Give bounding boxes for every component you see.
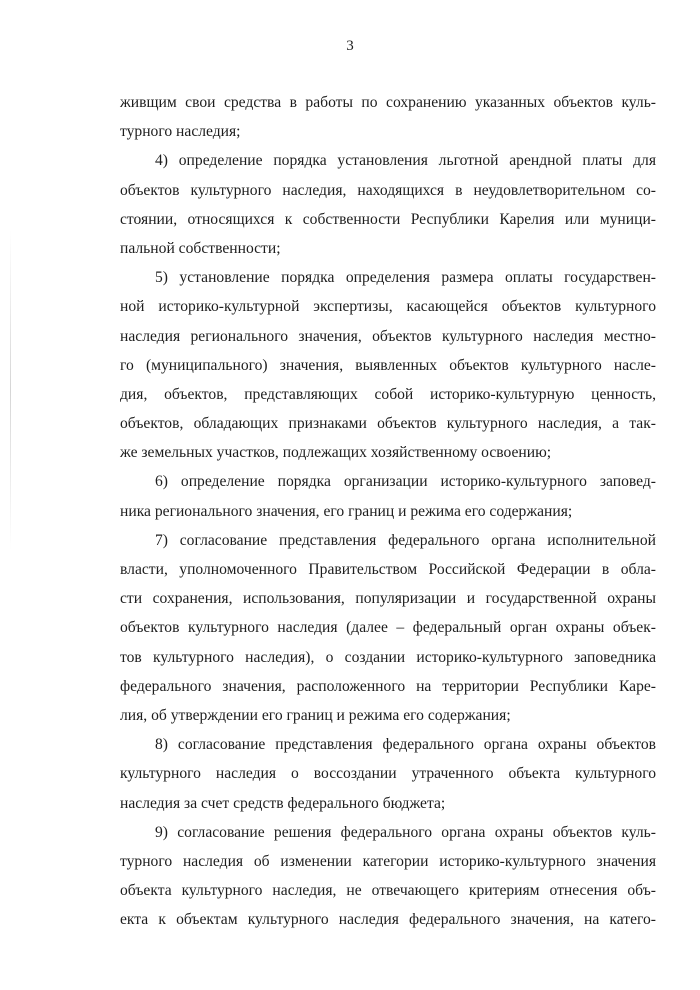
text-line: живщим свои средства в работы по сохранению указанных объектов куль- bbox=[120, 94, 656, 111]
paragraph-continuation bbox=[120, 88, 656, 146]
text-line: 7) согласование представления федерального органа исполнительной bbox=[155, 531, 656, 549]
paragraph-item-9 bbox=[120, 818, 656, 935]
text-line: объектов культурного наследия (далее – федеральный орган охраны объек- bbox=[120, 619, 656, 637]
text-line: же земельных участков, подлежащих хозяйственному освоению; bbox=[120, 444, 552, 462]
text-line: 8) согласование представления федерального органа охраны объектов bbox=[155, 736, 656, 754]
text-line: объектов культурного наследия, находящихся в неудовлетворительном со- bbox=[120, 181, 656, 199]
paragraph-item-4 bbox=[120, 146, 656, 263]
text-line: пальной собственности; bbox=[120, 239, 281, 257]
text-line: стоянии, относящихся к собственности Республики Карелия или муници- bbox=[120, 210, 656, 228]
text-line: власти, уполномоченного Правительством Российской Федерации в обла- bbox=[120, 561, 656, 578]
text-line: объекта культурного наследия, не отвечающего критериям отнесения объ- bbox=[120, 882, 656, 900]
text-line: го (муниципального) значения, выявленных объектов культурного насле- bbox=[120, 356, 656, 374]
page-number: 3 bbox=[346, 38, 354, 54]
text-line: федерального значения, расположенного на территории Республики Каре- bbox=[120, 677, 656, 695]
text-line: тов культурного наследия), о создании историко-культурного заповедника bbox=[120, 648, 656, 666]
text-line: сти сохранения, использования, популяризации и государственной охраны bbox=[120, 590, 656, 608]
text-line: 9) согласование решения федерального органа охраны объектов куль- bbox=[155, 823, 656, 841]
text-line: екта к объектам культурного наследия федерального значения, на катего- bbox=[120, 911, 656, 929]
text-line: 4) определение порядка установления льготной арендной платы для bbox=[155, 152, 656, 170]
paragraph-item-8 bbox=[120, 730, 656, 818]
text-line: 5) установление порядка определения размера оплаты государствен- bbox=[155, 269, 656, 287]
text-line: наследия регионального значения, объектов культурного наследия местно- bbox=[120, 327, 656, 345]
document-body bbox=[120, 88, 656, 934]
text-line: турного наследия; bbox=[120, 123, 241, 141]
paragraph-item-5 bbox=[120, 263, 656, 467]
text-line: ной историко-культурной экспертизы, касающейся объектов культурного bbox=[120, 298, 656, 316]
paragraph-item-7 bbox=[120, 526, 656, 730]
text-line: объектов, обладающих признаками объектов культурного наследия, а так- bbox=[120, 415, 656, 433]
text-line: культурного наследия о воссоздании утраченного объекта культурного bbox=[120, 765, 656, 783]
paragraph-item-6 bbox=[120, 467, 656, 525]
text-line: дия, объектов, представляющих собой историко-культурную ценность, bbox=[120, 385, 656, 403]
text-line: лия, об утверждении его границ и режима его содержания; bbox=[120, 706, 511, 724]
text-line: ника регионального значения, его границ и режима его содержания; bbox=[120, 502, 573, 520]
text-line: турного наследия об изменении категории историко-культурного значения bbox=[120, 852, 656, 870]
text-line: наследия за счет средств федерального бюджета; bbox=[120, 794, 446, 812]
scan-edge-mark bbox=[10, 230, 11, 550]
text-line: 6) определение порядка организации историко-культурного заповед- bbox=[155, 473, 656, 491]
